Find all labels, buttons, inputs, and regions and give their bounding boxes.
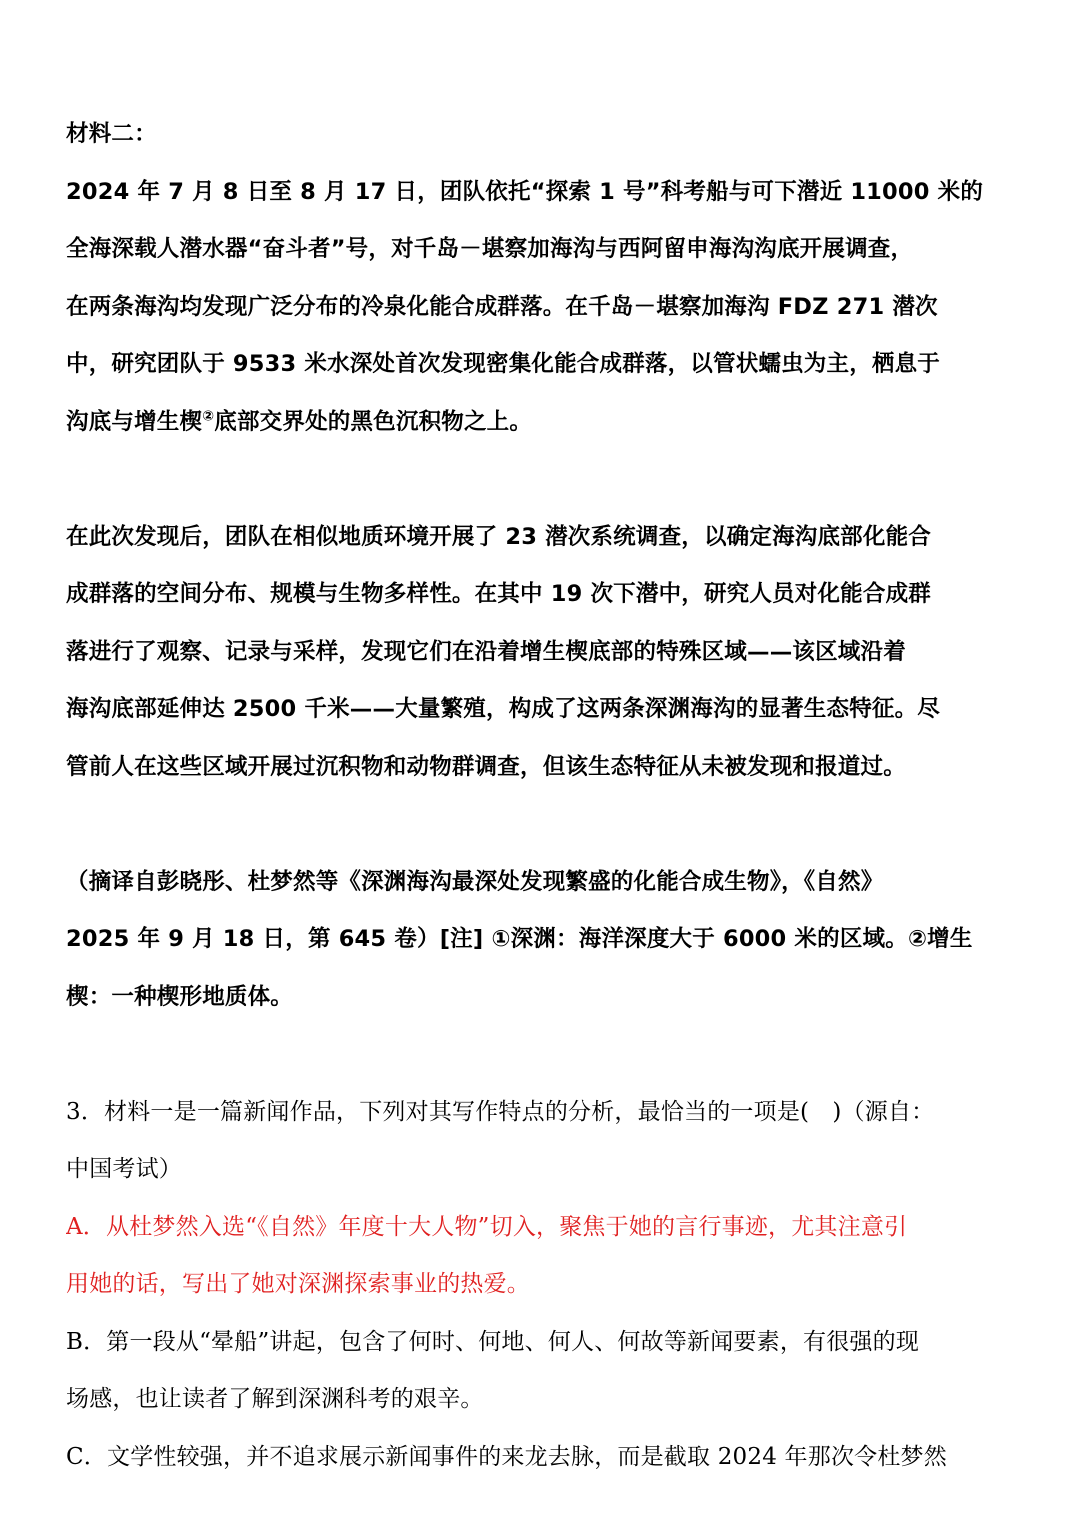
paragraph-spacer (66, 796, 1014, 854)
source-note (66, 854, 1014, 1027)
option-line: C．文学性较强，并不追求展示新闻事件的来龙去脉，而是截取 2024 年那次令杜梦然 (66, 1443, 947, 1470)
paragraph-line (66, 394, 1014, 452)
paragraph-line: 中，研究团队于 9533 米水深处首次发现密集化能合成群落，以管状蠕虫为主，栖息于 (66, 351, 940, 377)
paragraph-line: 落进行了观察、记录与采样，发现它们在沿着增生楔底部的特殊区域——该区域沿着 (66, 638, 906, 665)
paragraph-line: 2024 年 7 月 8 日至 8 月 17 日，团队依托“探索 1 号”科考船与可下潜近 11000 米的 (66, 178, 984, 205)
option-line-correct: A．从杜梦然入选“《自然》年度十大人物”切入，聚焦于她的言行事迹，尤其注意引 (66, 1213, 908, 1240)
option-line-correct: 用她的话，写出了她对深渊探索事业的热爱。 (66, 1271, 530, 1297)
paragraph-line: 管前人在这些区域开展过沉积物和动物群调查，但该生态特征从未被发现和报道过。 (66, 753, 906, 780)
footnote-marker: ② (202, 408, 215, 424)
paragraph-text: 沟底与增生楔 (66, 408, 203, 435)
source-note-line: （摘译自彭晓彤、杜梦然等《深渊海沟最深处发现繁盛的化能合成生物》，《自然》 (66, 868, 884, 895)
source-note-line: 楔：一种楔形地质体。 (66, 983, 294, 1010)
paragraph-line: 全海深载人潜水器“奋斗者”号，对千岛－堪察加海沟与西阿留申海沟沟底开展调查， (66, 236, 914, 262)
paragraph-text: 底部交界处的黑色沉积物之上。 (214, 408, 533, 435)
source-note-line: 2025 年 9 月 18 日，第 645 卷）[注] ①深渊：海洋深度大于 6000 米的区域。②增生 (66, 926, 973, 952)
paragraph-spacer (66, 1026, 1014, 1084)
paragraph-spacer (66, 451, 1014, 509)
option-line: 场感，也让读者了解到深渊科考的艰辛。 (66, 1386, 484, 1412)
question-3 (66, 1084, 1014, 1487)
paragraph-line: 海沟底部延伸达 2500 千米——大量繁殖，构成了这两条深渊海沟的显著生态特征。尽 (66, 696, 940, 722)
question-stem: 3．材料一是一篇新闻作品，下列对其写作特点的分析，最恰当的一项是( )（源自： (66, 1098, 935, 1125)
option-a (66, 1199, 1014, 1314)
material-two-paragraph-2 (66, 509, 1014, 797)
option-c (66, 1429, 1014, 1487)
material-two-paragraph-1 (66, 164, 1014, 452)
option-line: B．第一段从“晕船”讲起，包含了何时、何地、何人、何故等新闻要素，有很强的现 (66, 1328, 920, 1355)
paragraph-line: 在两条海沟均发现广泛分布的冷泉化能合成群落。在千岛－堪察加海沟 FDZ 271 潜次 (66, 293, 938, 320)
paragraph-line: 在此次发现后，团队在相似地质环境开展了 23 潜次系统调查，以确定海沟底部化能合 (66, 523, 931, 550)
question-stem: 中国考试） (66, 1156, 182, 1182)
option-b (66, 1314, 1014, 1429)
paragraph-line: 成群落的空间分布、规模与生物多样性。在其中 19 次下潜中，研究人员对化能合成群 (66, 581, 931, 607)
document-body (66, 106, 1014, 1486)
section-heading: 材料二： (66, 121, 157, 147)
